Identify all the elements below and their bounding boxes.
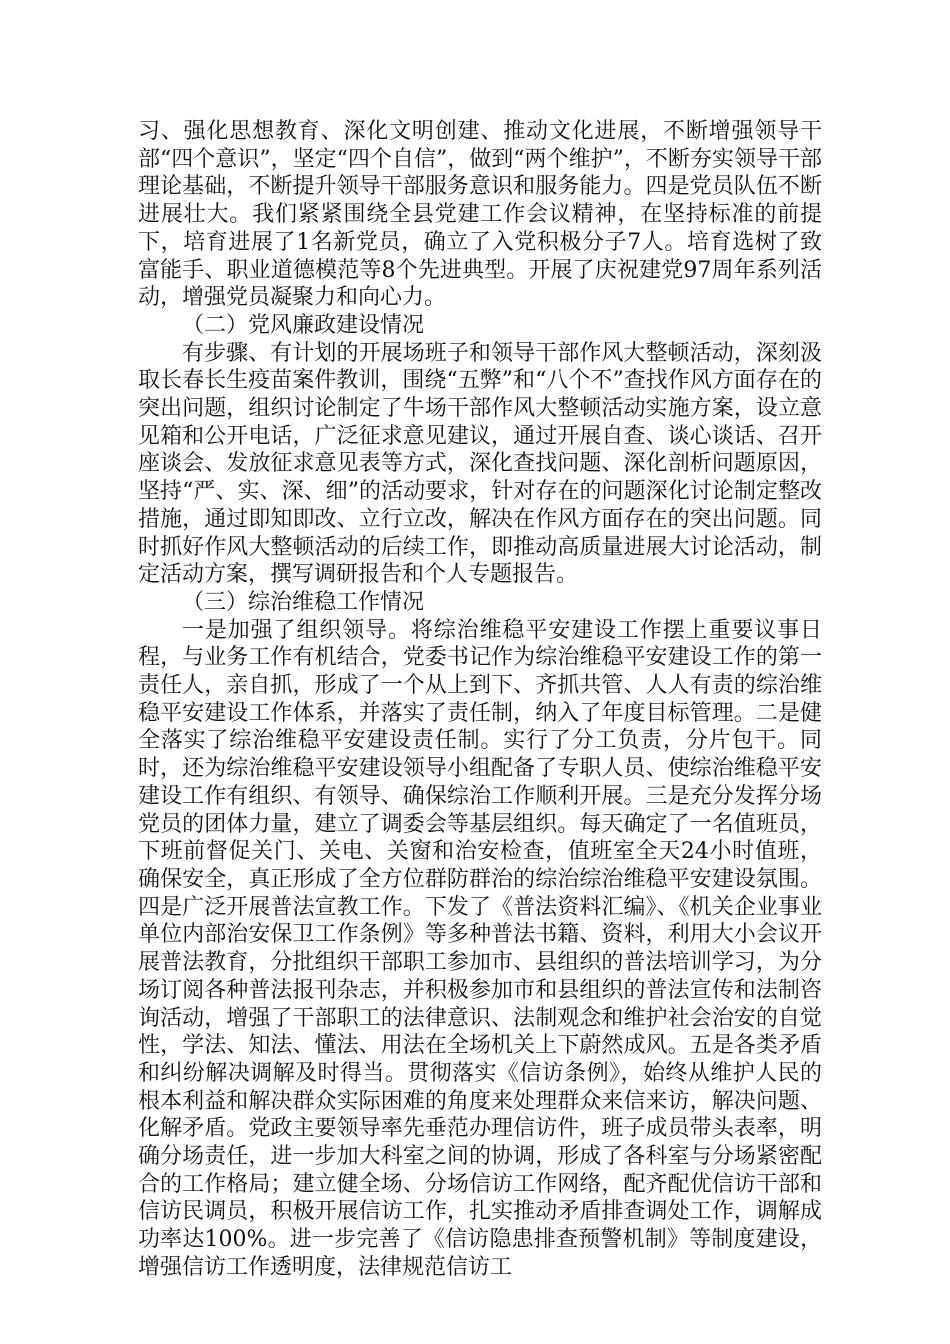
body-paragraph-stability: 一是加强了组织领导。将综治维稳平安建设工作摆上重要议事日程，与业务工作有机结合，党委书记作为综治维稳平安建设工作的第一责任人，亲自抓，形成了一个从上到下、齐抓共管、人人有责的综治维稳平安建设工作体系，并落实了责任制，纳入了年度目标管理。二是健全落实了综治维稳平安建设责任制。实行了分工负责，分片包干。同时，还为综治维稳平安建设领导小组配备了专职人员、使综治维稳平安建设工作有组织、有领导、确保综治工作顺利开展。三是充分发挥分场党员的团体力量，建立了调委会等基层组织。每天确定了一名值班员，下班前督促关门、关电、关窗和治安检查，值班室全天24小时值班，确保安全，真正形成了全方位群防群治的综治综治维稳平安建设氛围。四是广泛开展普法宣教工作。下发了《普法资料汇编》、《机关企业事业单位内部治安保卫工作条例》等多种普法书籍、资料，利用大小会议开展普法教育，分批组织干部职工参加市、县组织的普法培训学习，为分场订阅各种普法报刊杂志，并积极参加市和县组织的普法宣传和法制咨询活动，增强了干部职工的法律意识、法制观念和维护社会治安的自觉性，学法、知法、懂法、用法在全场机关上下蔚然成风。五是各类矛盾和纠纷解决调解及时得当。贯彻落实《信访条例》，始终从维护人民的根本利益和解决群众实际困难的角度来处理群众来信来访，解决问题、化解矛盾。党政主要领导率先垂范办理信访件，班子成员带头表率，明确分场责任，进一步加大科室之间的协调，形成了各科室与分场紧密配合的工作格局；建立健全场、分场信访工作网络，配齐配优信访干部和信访民调员，积极开展信访工作，扎实推动矛盾排查调处工作，调解成功率达100%。进一步完善了《信访隐患排查预警机制》等制度建设，增强信访工作透明度，法律规范信访工 bbox=[138, 617, 822, 1280]
section-heading-party-conduct: （二）党风廉政建设情况 bbox=[182, 312, 425, 338]
body-paragraph-party-conduct: 有步骤、有计划的开展场班子和领导干部作风大整顿活动，深刻汲取长春长生疫苗案件教训，围绕“五弊”和“八个不”查找作风方面存在的突出问题，组织讨论制定了牛场干部作风大整顿活动实施方案，设立意见箱和公开电话，广泛征求意见建议，通过开展自查、谈心谈话、召开座谈会、发放征求意见表等方式，深化查找问题、深化剖析问题原因，坚持“严、实、深、细”的活动要求，针对存在的问题深化讨论制定整改措施，通过即知即改、立行立改，解决在作风方面存在的突出问题。同时抓好作风大整顿活动的后续工作，即推动高质量进展大讨论活动，制定活动方案，撰写调研报告和个人专题报告。 bbox=[138, 340, 822, 588]
body-paragraph-continuation: 习、强化思想教育、深化文明创建、推动文化进展，不断增强领导干部“四个意识”，坚定“四个自信”，做到“两个维护”，不断夯实领导干部理论基础，不断提升领导干部服务意识和服务能力。四是党员队伍不断进展壮大。我们紧紧围绕全县党建工作会议精神，在坚持标准的前提下，培育进展了1名新党员，确立了入党积极分子7人。培育选树了致富能手、职业道德模范等8个先进典型。开展了庆祝建党97周年系列活动，增强党员凝聚力和向心力。 bbox=[138, 119, 822, 311]
section-heading-stability: （三）综治维稳工作情况 bbox=[182, 589, 425, 615]
document-page bbox=[138, 118, 822, 1282]
